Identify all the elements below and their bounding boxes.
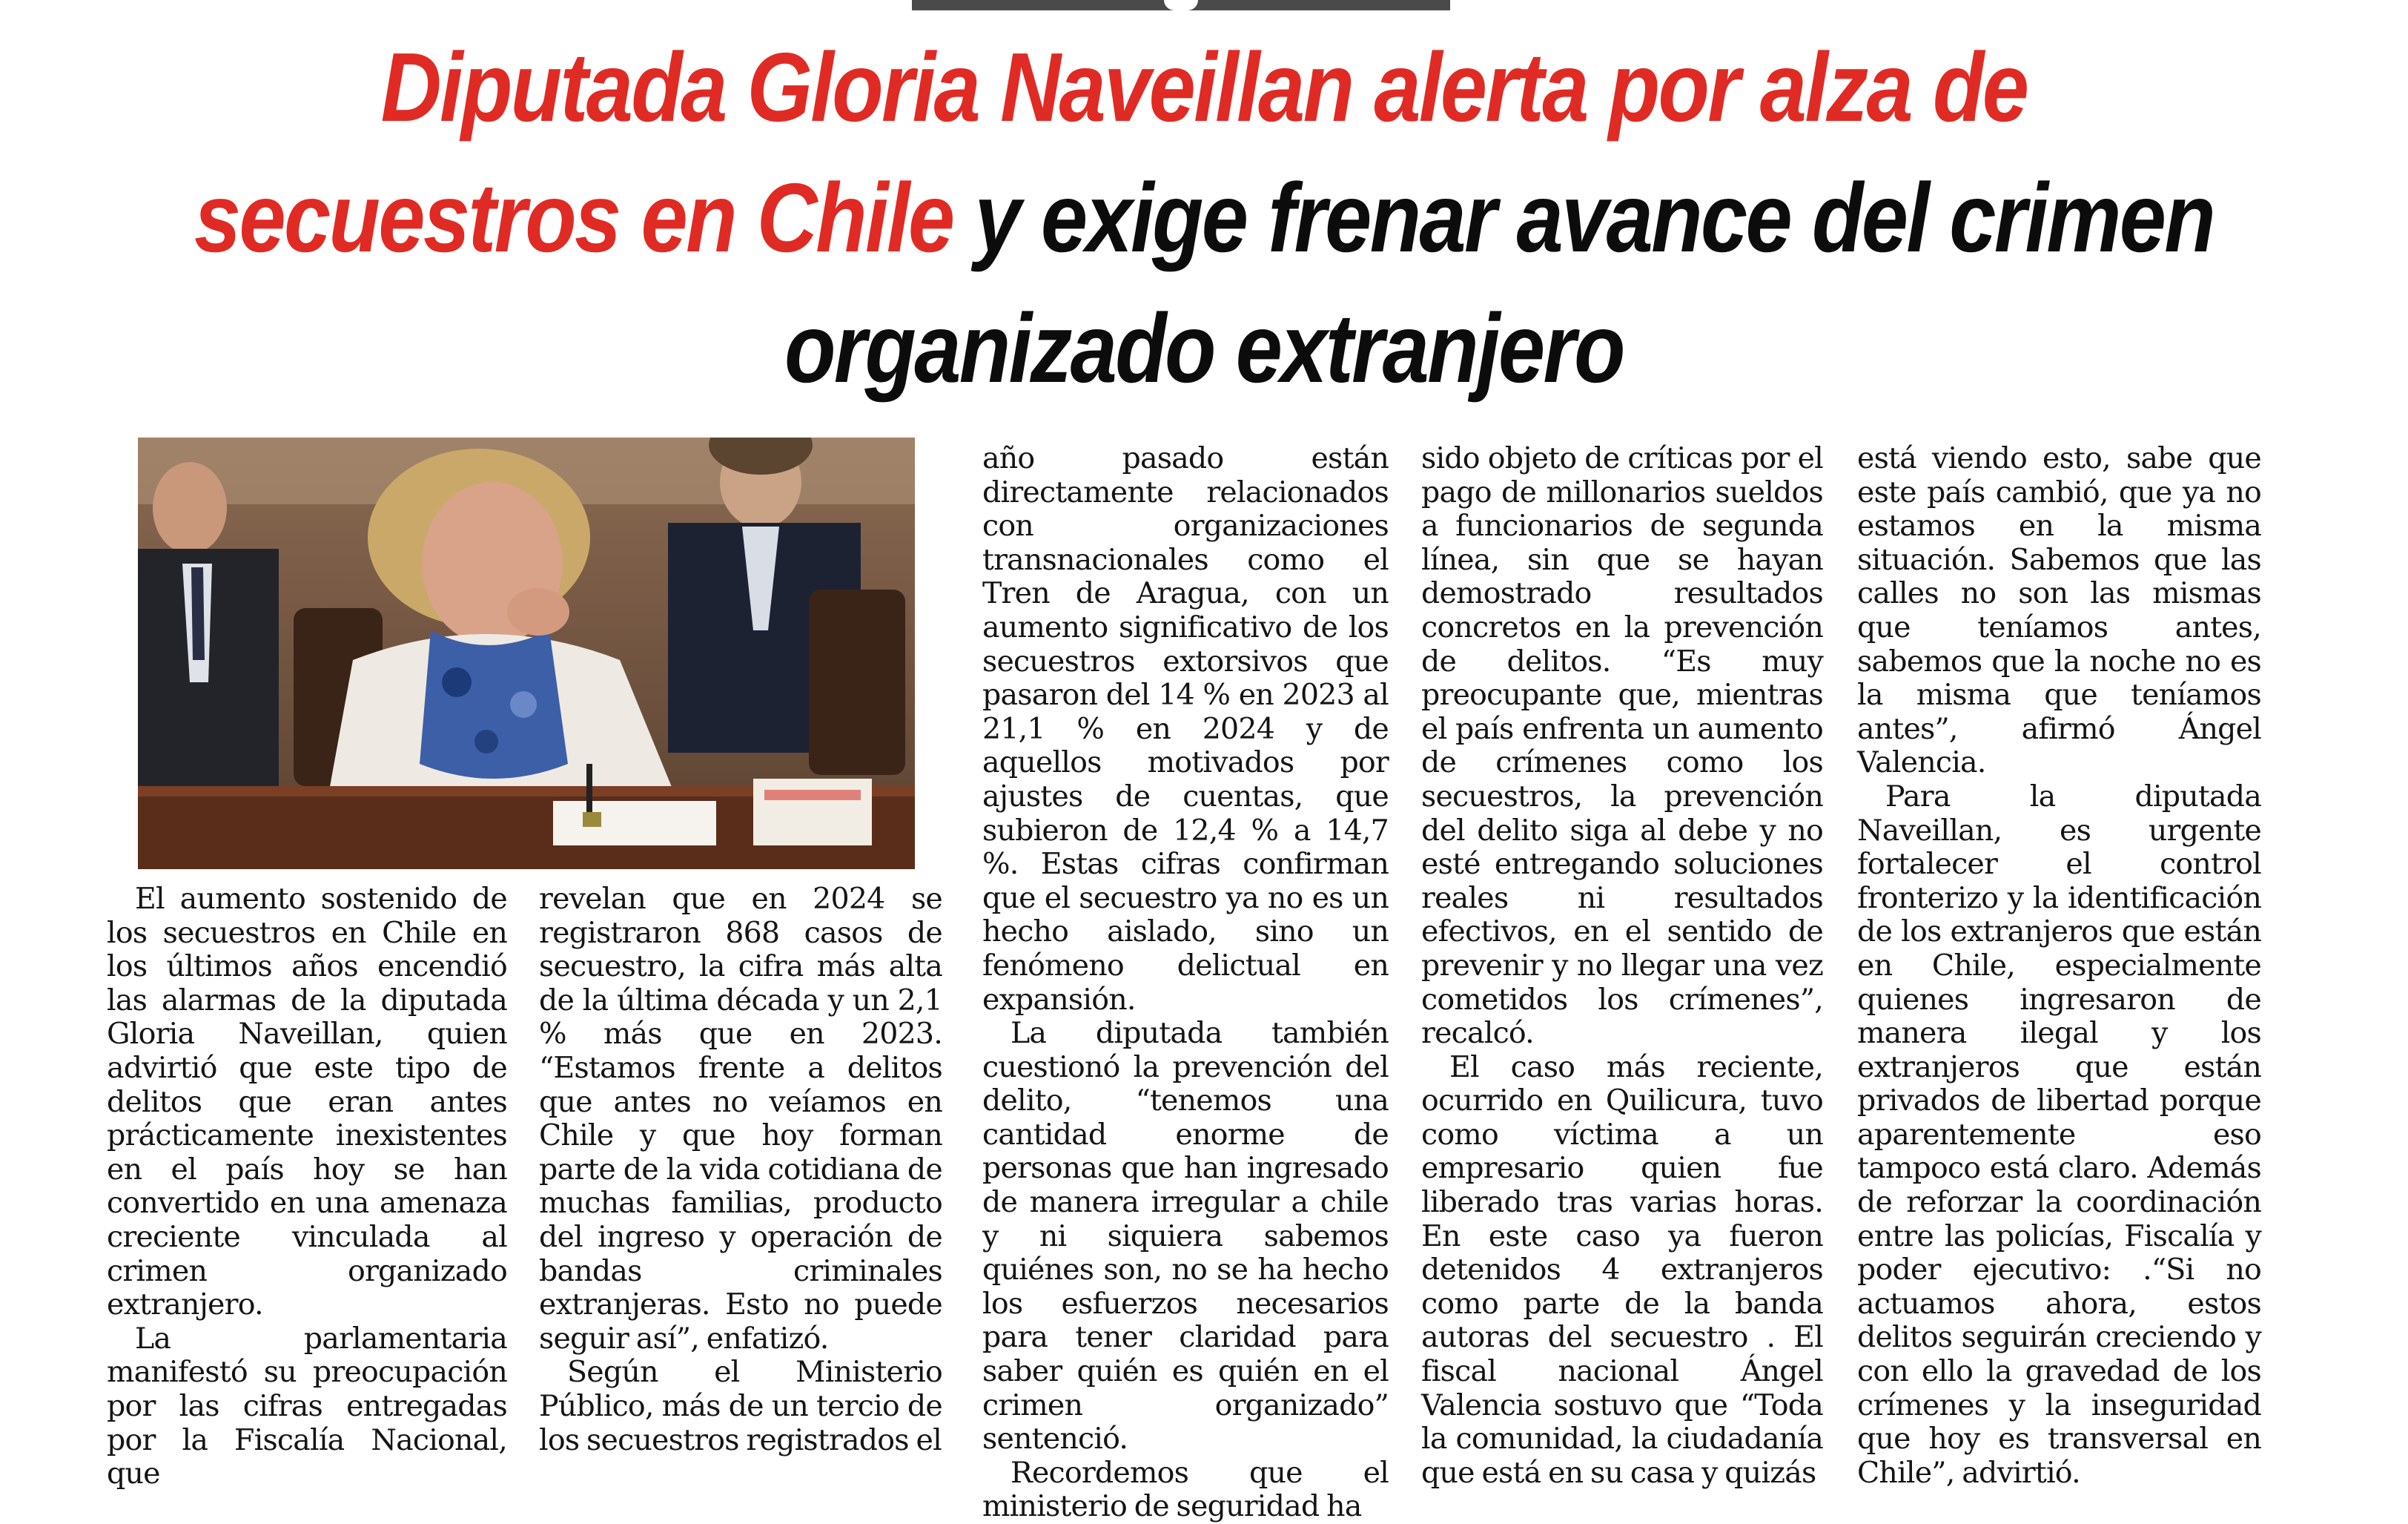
photo-of-deputy-gloria-naveillan-icon <box>138 438 915 869</box>
paragraph: Recordemos que el ministerio de seguridad ha <box>982 1455 1389 1524</box>
headline-black-part: y exige frenar avance del crimen organizado extranjero <box>784 163 2214 403</box>
paragraph: El caso más reciente, ocurrido en Quilicura, tuvo como víctima a un empresario quien fue liberado tras varias horas. En este caso ya fueron detenidos 4 extranjeros como parte de la banda autoras del secuestro . El fiscal nacional Ángel Valencia sostuvo que “Toda la comunidad, la ciudadanía que está en su casa y quizás <box>1421 1049 1823 1490</box>
paragraph: La diputada también cuestionó la prevención del delito, “tenemos una cantidad enorme de personas que han ingresado de manera irregular a chile y ni siquiera sabemos quiénes son, no se ha hecho los esfuerzos necesarios para tener claridad para saber quién es quién en el crimen organizado” sentenció. <box>982 1016 1389 1457</box>
paragraph: El aumento sostenido de los secuestros en Chile en los últimos años encendió las alarmas de la diputada Gloria Naveillan, quien advirtió que este tipo de delitos que eran antes prácticamente inexistentes en el país hoy se han convertido en una amenaza creciente vinculada al crimen organizado extranjero. <box>107 882 507 1322</box>
ornament-icon <box>1164 0 1198 10</box>
paragraph: está viendo esto, sabe que este país cambió, que ya no estamos en la misma situación. Sabemos que las calles no son las mismas que teníamos antes, sabemos que la noche no es la misma que teníamos antes”, afirmó Ángel Valencia. <box>1857 441 2261 780</box>
article-column-5 <box>1857 442 2261 1490</box>
section-header-bar <box>912 0 1450 10</box>
paragraph: sido objeto de críticas por el pago de millonarios sueldos a funcionarios de segunda línea, sin que se hayan demostrado resultados concretos en la prevención de delitos. “Es muy preocupante que, mientras el país enfrenta un aumento de crímenes como los secuestros, la prevención del delito siga al debe y no esté entregando soluciones reales ni resultados efectivos, en el sentido de prevenir y no llegar una vez cometidos los crímenes”, recalcó. <box>1421 441 1823 1051</box>
article-photo <box>138 438 915 869</box>
article-column-3 <box>982 442 1389 1524</box>
paragraph: revelan que en 2024 se registraron 868 casos de secuestro, la cifra más alta de la última década y un 2,1 % más que en 2023. “Estamos frente a delitos que antes no veíamos en Chile y que hoy forman parte de la vida cotidiana de muchas familias, producto del ingreso y operación de bandas criminales extranjeras. Esto no puede seguir así”, enfatizó. <box>539 882 942 1356</box>
paragraph: La parlamentaria manifestó su preocupación por las cifras entregadas por la Fiscalía Nacional, que <box>107 1321 507 1491</box>
article-column-2 <box>539 883 942 1457</box>
paragraph: Para la diputada Naveillan, es urgente fortalecer el control fronterizo y la identificación de los extranjeros que están en Chile, especialmente quienes ingresaron de manera ilegal y los extranjeros que están privados de libertad porque aparentemente eso tampoco está claro. Además de reforzar la coordinación entre las policías, Fiscalía y poder ejecutivo: .“Si no actuamos ahora, estos delitos seguirán creciendo y con ello la gravedad de los crímenes y la inseguridad que hoy es transversal en Chile”, advirtió. <box>1857 779 2261 1490</box>
paragraph: año pasado están directamente relacionados con organizaciones transnacionales como el Tren de Aragua, con un aumento significativo de los secuestros extorsivos que pasaron del 14 % en 2023 al 21,1 % en 2024 y de aquellos motivados por ajustes de cuentas, que subieron de 12,4 % a 14,7 %. Estas cifras confirman que el secuestro ya no es un hecho aislado, sino un fenómeno delictual en expansión. <box>982 441 1389 1017</box>
headline <box>194 22 2214 414</box>
headline-red-part: Diputada Gloria Naveillan alerta por alza de secuestros en Chile <box>194 33 2028 272</box>
article-column-1 <box>107 883 507 1491</box>
paragraph: Según el Ministerio Público, más de un tercio de los secuestros registrados el <box>539 1355 942 1457</box>
article-column-4 <box>1421 442 1823 1490</box>
